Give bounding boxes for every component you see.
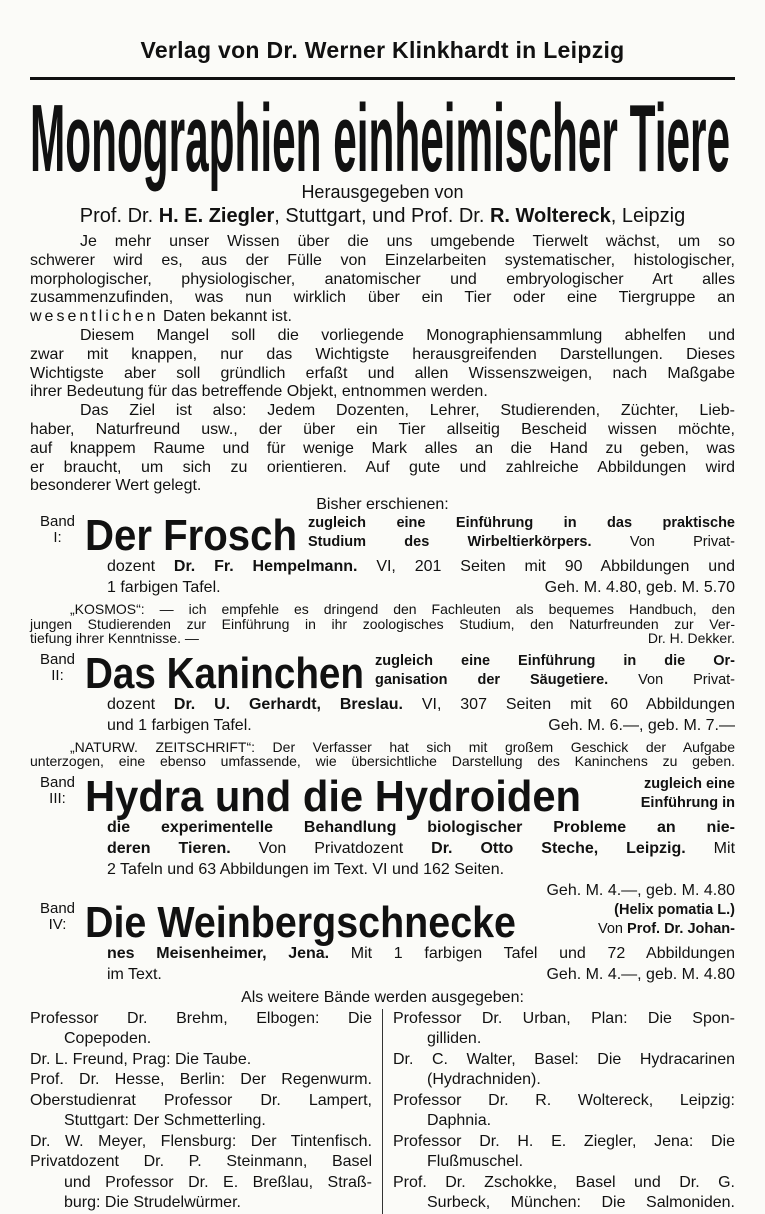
further-item: gilliden.	[427, 1030, 482, 1048]
further-item: Professor Dr. Urban, Plan: Die Spon-	[393, 1009, 735, 1027]
further-item: (Hydrachniden).	[427, 1071, 541, 1089]
details-line	[107, 715, 735, 736]
intro-line: besonderer Wert gelegt.	[30, 477, 202, 495]
volume-title-text: Die Weinbergschnecke	[85, 897, 516, 947]
details-text: Mit	[685, 839, 736, 857]
volume-subtitle	[528, 901, 735, 939]
details-line	[107, 694, 735, 715]
band-word: Band	[39, 513, 76, 531]
volume-title-text: Das Kaninchen	[85, 648, 364, 698]
details-text: VI, 201 Seiten mit 90 Abbildungen und	[357, 558, 735, 576]
price: Geh. M. 4.—, geb. M. 4.80	[546, 965, 735, 983]
details-line	[107, 556, 735, 577]
further-item: Dr. W. Meyer, Flensburg: Der Tintenfisch.	[30, 1132, 372, 1150]
further-item: Stuttgart: Der Schmetterling.	[64, 1112, 266, 1130]
intro-line: Diesem Mangel soll die vorliegende Monographiensammlung abhelfen und	[80, 326, 735, 344]
further-item: und Professor Dr. E. Breßlau, Straß-	[64, 1173, 372, 1191]
further-left-column	[30, 1009, 383, 1214]
further-right-column	[383, 1009, 735, 1214]
intro-line: Je mehr unser Wissen über die uns umgebende Tierwelt wächst, um so	[80, 233, 735, 250]
subtitle-line	[375, 671, 735, 690]
details-text: im Text.	[107, 965, 162, 983]
author-name: nes Meisenheimer, Jena.	[107, 944, 330, 962]
intro-text	[30, 233, 735, 496]
editor-name: H. E. Ziegler	[158, 205, 275, 227]
edited-by: Herausgegeben von	[301, 182, 464, 202]
further-item: Professor Dr. R. Woltereck, Leipzig:	[393, 1091, 735, 1109]
subtitle-line: zugleich eine Einführung in das praktische	[308, 515, 735, 532]
editors-text: Prof. Dr.	[79, 205, 159, 227]
review-text: tiefung ihrer Kenntnisse. —	[30, 630, 199, 647]
editors-text: , Stuttgart, und Prof. Dr.	[274, 205, 490, 227]
published-heading: Bisher erschienen:	[316, 496, 449, 514]
band-number: I:	[53, 529, 62, 547]
review-quote	[30, 740, 735, 769]
details-text: dozent	[107, 558, 174, 576]
intro-line: morphologischer, physiologischer, anatomischer und embryologischer Art alles	[30, 270, 735, 288]
volume-2	[30, 648, 736, 770]
intro-line: zwar mit knappen, nur das Wichtigste herausgreifenden Darstellungen. Dieses	[30, 345, 735, 363]
intro-line	[30, 308, 735, 327]
volume-title	[85, 511, 300, 561]
intro-line: Wichtigste aber soll gründlich erfaßt und allen Wissenszweigen, nach Maßgabe	[30, 364, 735, 382]
volume-details	[30, 817, 735, 901]
review-line: „KOSMOS“: — ich empfehle es dringend den Fachleuten als bequemes Handbuch, den	[70, 601, 735, 618]
volume-title	[85, 897, 520, 947]
details-text: deren Tieren.	[107, 839, 231, 857]
subtitle-text: ganisation der Säugetiere.	[375, 671, 609, 688]
volume-details	[30, 556, 735, 598]
band-number: III:	[49, 789, 66, 807]
details-line: die experimentelle Behandlung biologischer Probleme an nie-	[107, 818, 735, 836]
review-line: „NATURW. ZEITSCHRIFT“: Der Verfasser hat sich mit großem Geschick der Aufgabe	[70, 738, 735, 755]
volume-3	[30, 771, 736, 901]
further-item: Prof. Dr. Hesse, Berlin: Der Regenwurm.	[30, 1071, 372, 1089]
subtitle-line	[308, 533, 735, 552]
intro-line: ihrer Bedeutung für das betreffende Objekt, entnommen werden.	[30, 383, 488, 401]
volume-title-text: Der Frosch	[85, 511, 297, 561]
band-word: Band	[39, 773, 76, 791]
review-line	[30, 631, 735, 646]
subtitle-text: Von Privat-	[608, 671, 735, 688]
further-item: Copepoden.	[64, 1030, 152, 1048]
intro-line: schwerer wird es, aus der Fülle von Einzelarbeiten systematischer, histologischer,	[30, 251, 735, 269]
editor-name: R. Woltereck	[489, 205, 611, 227]
spaced-word: wesentlichen	[30, 308, 159, 326]
author-name: Dr. U. Gerhardt, Breslau.	[173, 695, 403, 713]
details-line	[107, 943, 735, 964]
band-label	[30, 514, 85, 546]
further-item: Flußmuschel.	[427, 1153, 524, 1171]
further-item: Daphnia.	[427, 1112, 492, 1130]
details-text: Von Privatdozent	[230, 839, 432, 857]
volume-details	[30, 943, 735, 985]
volume-subtitle	[375, 652, 735, 690]
intro-line: zusammenzufinden, was nun wirklich über ein Tier oder eine Tiergruppe an	[30, 289, 735, 307]
subtitle-text: Von	[598, 920, 628, 937]
details-text: und 1 farbigen Tafel.	[107, 716, 252, 734]
subtitle-line: Einführung in	[640, 794, 735, 811]
subtitle-line: (Helix pomatia L.)	[614, 901, 735, 918]
volume-title	[85, 648, 367, 698]
intro-line: er braucht, um sich zu orientieren. Auf gute und zahlreiche Abbildungen wird	[30, 458, 735, 476]
price: Geh. M. 4.—, geb. M. 4.80	[546, 881, 735, 899]
intro-line: haber, Naturfreund usw., der über ein Tier allseitig Bescheid wissen möchte,	[30, 420, 735, 438]
publisher-line: Verlag von Dr. Werner Klinkhardt in Leipzig	[140, 37, 625, 63]
band-label	[30, 901, 85, 933]
intro-text: Daten bekannt ist.	[162, 308, 292, 326]
further-item: Privatdozent Dr. P. Steinmann, Basel	[30, 1153, 372, 1171]
review-quote	[30, 602, 735, 646]
author-name: Prof. Dr. Johan-	[627, 920, 735, 937]
review-line: jungen Studierenden zur Einführung in ihr zoologisches Studium, den Naturfreunden zur Ver-	[30, 615, 735, 632]
details-text: VI, 307 Seiten mit 60 Abbildungen	[403, 695, 736, 713]
review-author: Dr. H. Dekker.	[647, 630, 735, 647]
subtitle-line	[528, 920, 735, 939]
intro-line: auf knappem Raume und für wenige Mark alles an die Hand zu geben, was	[30, 439, 735, 457]
band-label	[30, 775, 85, 807]
details-line	[107, 577, 735, 598]
price: Geh. M. 6.—, geb. M. 7.—	[548, 716, 735, 734]
further-heading: Als weitere Bände werden ausgegeben:	[241, 988, 524, 1006]
further-item: Professor Dr. Brehm, Elbogen: Die	[30, 1009, 372, 1027]
author-name: Dr. Fr. Hempelmann.	[173, 558, 358, 576]
subtitle-text: Studium des Wirbeltierkörpers.	[308, 534, 592, 551]
volume-1	[30, 511, 735, 647]
band-word: Band	[39, 650, 76, 668]
further-item: Dr. L. Freund, Prag: Die Taube.	[30, 1050, 252, 1068]
further-item: Professor Dr. H. E. Ziegler, Jena: Die	[393, 1132, 735, 1150]
subtitle-line: zugleich eine	[643, 775, 735, 792]
further-volumes	[30, 1009, 735, 1214]
editors	[30, 202, 735, 230]
further-item: Prof. Dr. Zschokke, Basel und Dr. G.	[393, 1173, 735, 1191]
band-number: IV:	[48, 915, 67, 933]
volume-4	[30, 897, 736, 985]
details-text: 1 farbigen Tafel.	[107, 579, 221, 597]
subtitle-text: Von Privat-	[591, 534, 735, 551]
further-item: Surbeck, München: Die Salmoniden.	[427, 1194, 735, 1212]
editors-text: , Leipzig	[610, 205, 686, 227]
details-line	[107, 838, 735, 859]
band-label	[30, 652, 85, 684]
intro-line: Das Ziel ist also: Jedem Dozenten, Lehrer, Studierenden, Züchter, Lieb-	[80, 402, 735, 420]
band-word: Band	[39, 899, 76, 917]
series-title-text: Monographien einheimischer Tiere	[30, 85, 730, 192]
volume-subtitle	[593, 775, 735, 813]
further-item: Dr. C. Walter, Basel: Die Hydracarinen	[393, 1050, 735, 1068]
header-rule	[30, 77, 735, 80]
further-item: burg: Die Strudelwürmer.	[64, 1194, 241, 1212]
volume-details	[30, 694, 735, 736]
details-text: Mit 1 farbigen Tafel und 72 Abbildungen	[329, 944, 736, 962]
further-item: Oberstudienrat Professor Dr. Lampert,	[30, 1091, 372, 1109]
subtitle-line: zugleich eine Einführung in die Or-	[375, 652, 735, 669]
review-line: unterzogen, eine ebenso umfassende, wie übersichtliche Darstellung des Kaninchens zu geben.	[30, 753, 735, 770]
volume-title-text: Hydra und die Hydroiden	[85, 771, 581, 821]
author-name: Dr. Otto Steche, Leipzig.	[431, 839, 686, 857]
volume-subtitle	[308, 514, 735, 552]
details-line: 2 Tafeln und 63 Abbildungen im Text. VI und 162 Seiten.	[107, 860, 505, 878]
volume-title	[85, 771, 585, 821]
details-text: dozent	[107, 695, 174, 713]
price: Geh. M. 4.80, geb. M. 5.70	[544, 579, 735, 597]
details-line	[107, 964, 735, 985]
band-number: II:	[51, 666, 64, 684]
